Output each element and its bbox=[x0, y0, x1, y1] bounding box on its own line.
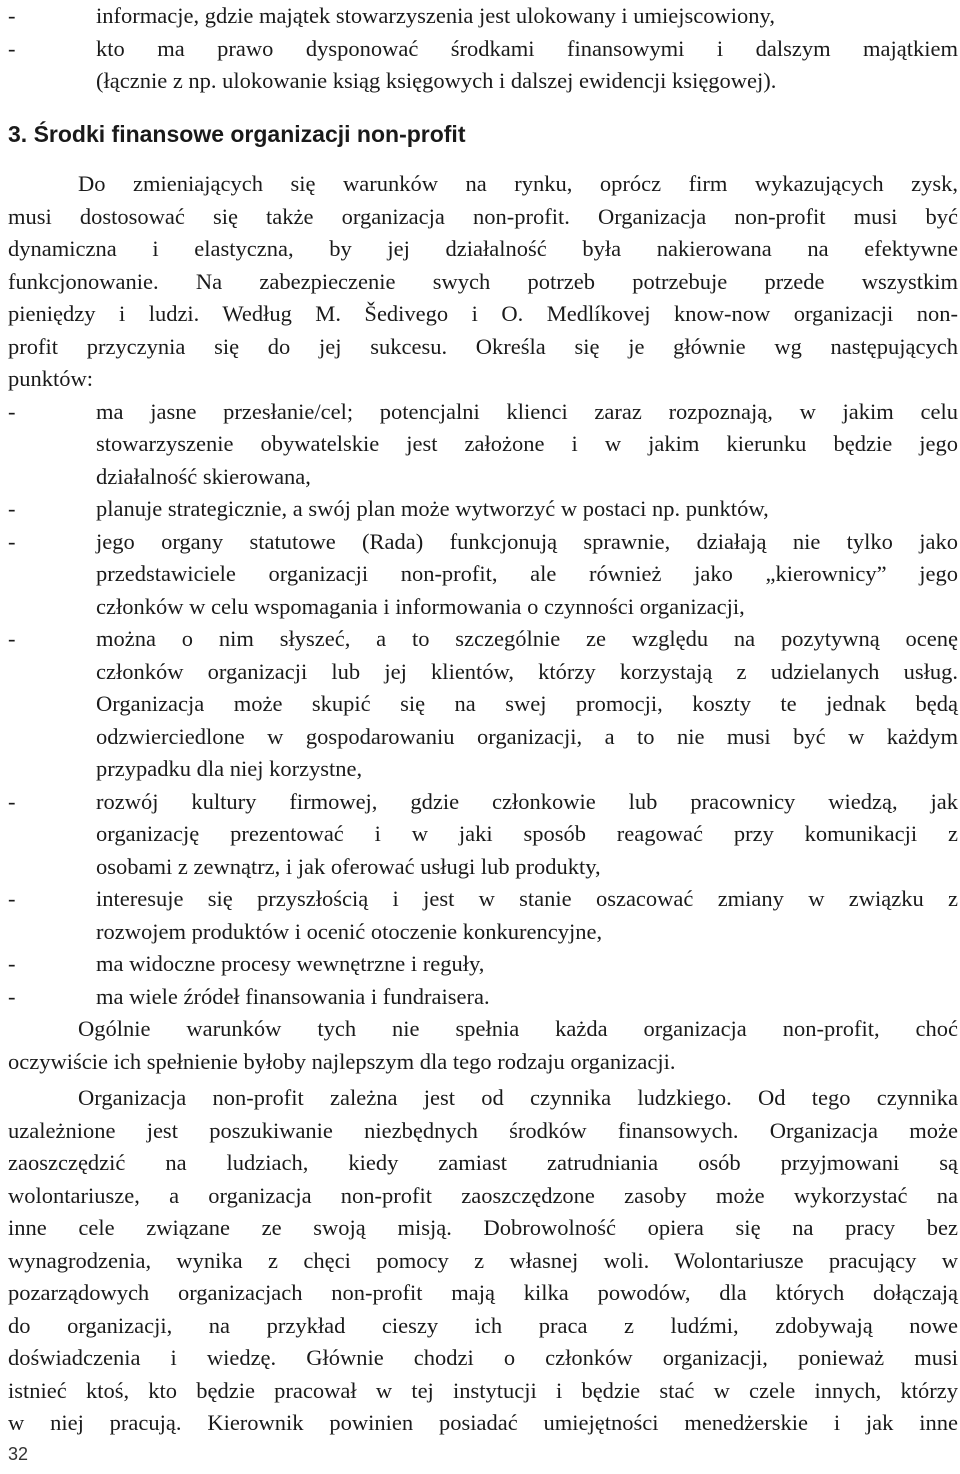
paragraph-line: istnieć ktoś, kto będzie pracował w tej instytucji i będzie stać w czele innych, którzy bbox=[8, 1377, 958, 1403]
list-item bbox=[8, 786, 958, 884]
paragraph-line: wynagrodzenia, wynika z chęci pomocy z własnej woli. Wolontariusze pracujący w bbox=[8, 1247, 958, 1273]
list-item-line: rozwój kultury firmowej, gdzie członkowie lub pracownicy wiedzą, jak bbox=[96, 788, 958, 814]
paragraph-line: punktów: bbox=[8, 366, 94, 391]
paragraph-line: uzależnione jest poszukiwanie niezbędnych środków finansowych. Organizacja może bbox=[8, 1117, 958, 1143]
paragraph-line: wolontariusze, a organizacja non-profit zaoszczędzone zasoby może wykorzystać na bbox=[8, 1182, 958, 1208]
paragraph-line: zaoszczędzić na ludziach, kiedy zamiast zatrudniania osób przyjmowani są bbox=[8, 1150, 958, 1175]
list-item-line: Organizacja może skupić się na swej promocji, koszty te jednak będą bbox=[96, 691, 958, 716]
list-item bbox=[8, 0, 958, 33]
list-item-line: jego organy statutowe (Rada) funkcjonują sprawnie, działają nie tylko jako bbox=[96, 528, 958, 554]
paragraph-line: dynamiczna i elastyczna, by jej działalność była nakierowana na efektywne bbox=[8, 236, 958, 261]
list-item-line: odzwierciedlone w gospodarowaniu organizacji, a to nie musi być w każdym bbox=[96, 723, 958, 749]
dash-bullet: - bbox=[8, 496, 16, 521]
paragraph-line: Organizacja non-profit zależna jest od czynnika ludzkiego. Od tego czynnika bbox=[78, 1085, 958, 1110]
dash-bullet: - bbox=[8, 528, 16, 554]
list-item-line: kto ma prawo dysponować środkami finansowymi i dalszym majątkiem bbox=[96, 35, 958, 61]
list-item-line: ma widoczne procesy wewnętrzne i reguły, bbox=[96, 951, 485, 976]
list-item bbox=[8, 883, 958, 948]
dash-bullet: - bbox=[8, 788, 16, 814]
list-item-line: rozwojem produktów i ocenić otoczenie konkurencyjne, bbox=[96, 918, 603, 944]
paragraph-line: doświadczenia i wiedzę. Głównie chodzi o członków organizacji, ponieważ musi bbox=[8, 1345, 958, 1370]
paragraph-line: oczywiście ich spełnienie byłoby najlepszym dla tego rodzaju organizacji. bbox=[8, 1048, 676, 1074]
paragraph-line: musi dostosować się także organizacja non-profit. Organizacja non-profit musi być bbox=[8, 203, 958, 229]
list-item bbox=[8, 948, 958, 981]
list-item-line: członków w celu wspomagania i informowania o czynności organizacji, bbox=[96, 593, 745, 619]
dash-bullet: - bbox=[8, 35, 16, 61]
dash-bullet: - bbox=[8, 398, 16, 424]
list-item bbox=[8, 396, 958, 494]
list-item bbox=[8, 526, 958, 624]
section-heading: 3. Środki finansowe organizacji non-profit bbox=[8, 120, 466, 147]
list-item-line: (łącznie z np. ulokowanie ksiąg księgowych i dalszej ewidencji księgowej). bbox=[96, 68, 777, 93]
list-item-line: interesuje się przyszłością i jest w stanie oszacować zmiany w związku z bbox=[96, 886, 958, 911]
paragraph-line: profit przyczynia się do jej sukcesu. Określa się je głównie wg następujących bbox=[8, 333, 958, 359]
paragraph-line: pozarządowych organizacjach non-profit mają kilka powodów, dla których dołączają bbox=[8, 1280, 958, 1305]
paragraph-line: do organizacji, na przykład cieszy ich praca z ludźmi, zdobywają nowe bbox=[8, 1312, 958, 1338]
paragraph-line: Ogólnie warunków tych nie spełnia każda organizacja non-profit, choć bbox=[78, 1016, 958, 1041]
dash-bullet: - bbox=[8, 983, 16, 1009]
paragraph-line: w niej pracują. Kierownik powinien posiadać umiejętności menedżerskie i jak inne bbox=[8, 1410, 958, 1435]
list-item-line: ma jasne przesłanie/cel; potencjalni klienci zaraz rozpoznają, w jakim celu bbox=[96, 398, 958, 424]
list-item-line: przedstawiciele organizacji non-profit, ale również jako „kierownicy” jego bbox=[96, 561, 958, 586]
list-item bbox=[8, 623, 958, 786]
list-item bbox=[8, 981, 958, 1014]
paragraph-line: funkcjonowanie. Na zabezpieczenie swych potrzeb potrzebuje przede wszystkim bbox=[8, 268, 958, 294]
dash-bullet: - bbox=[8, 886, 16, 911]
list-item-line: można o nim słyszeć, a to szczególnie ze względu na pozytywną ocenę bbox=[96, 626, 958, 651]
list-item-line: organizację prezentować i w jaki sposób reagować przy komunikacji z bbox=[96, 821, 958, 846]
paragraph-line: inne cele związane ze swoją misją. Dobrowolność opiera się na pracy bez bbox=[8, 1215, 958, 1240]
body-text bbox=[8, 0, 958, 1440]
list-item-line: planuje strategicznie, a swój plan może wytworzyć w postaci np. punktów, bbox=[96, 496, 769, 521]
list-item-line: przypadku dla niej korzystne, bbox=[96, 756, 363, 781]
dash-bullet: - bbox=[8, 951, 16, 976]
list-item-line: stowarzyszenie obywatelskie jest założone i w jakim kierunku będzie jego bbox=[96, 431, 958, 456]
list-item-line: ma wiele źródeł finansowania i fundraisera. bbox=[96, 983, 490, 1009]
paragraph-line: Do zmieniających się warunków na rynku, oprócz firm wykazujących zysk, bbox=[78, 171, 958, 196]
list-item-line: informacje, gdzie majątek stowarzyszenia jest ulokowany i umiejscowiony, bbox=[96, 3, 775, 28]
list-item-line: osobami z zewnątrz, i jak oferować usługi lub produkty, bbox=[96, 853, 601, 879]
dash-bullet: - bbox=[8, 3, 16, 28]
paragraph-line: pieniędzy i ludzi. Według M. Šedivego i O. Medlíkovej know-now organizacji non- bbox=[8, 301, 958, 326]
list-item-line: działalność skierowana, bbox=[96, 463, 311, 489]
dash-bullet: - bbox=[8, 626, 16, 651]
list-item bbox=[8, 33, 958, 98]
page-number: 32 bbox=[8, 1444, 29, 1464]
list-item bbox=[8, 493, 958, 526]
list-item-line: członków organizacji lub jej klientów, którzy korzystają z udzielanych usług. bbox=[96, 658, 958, 684]
